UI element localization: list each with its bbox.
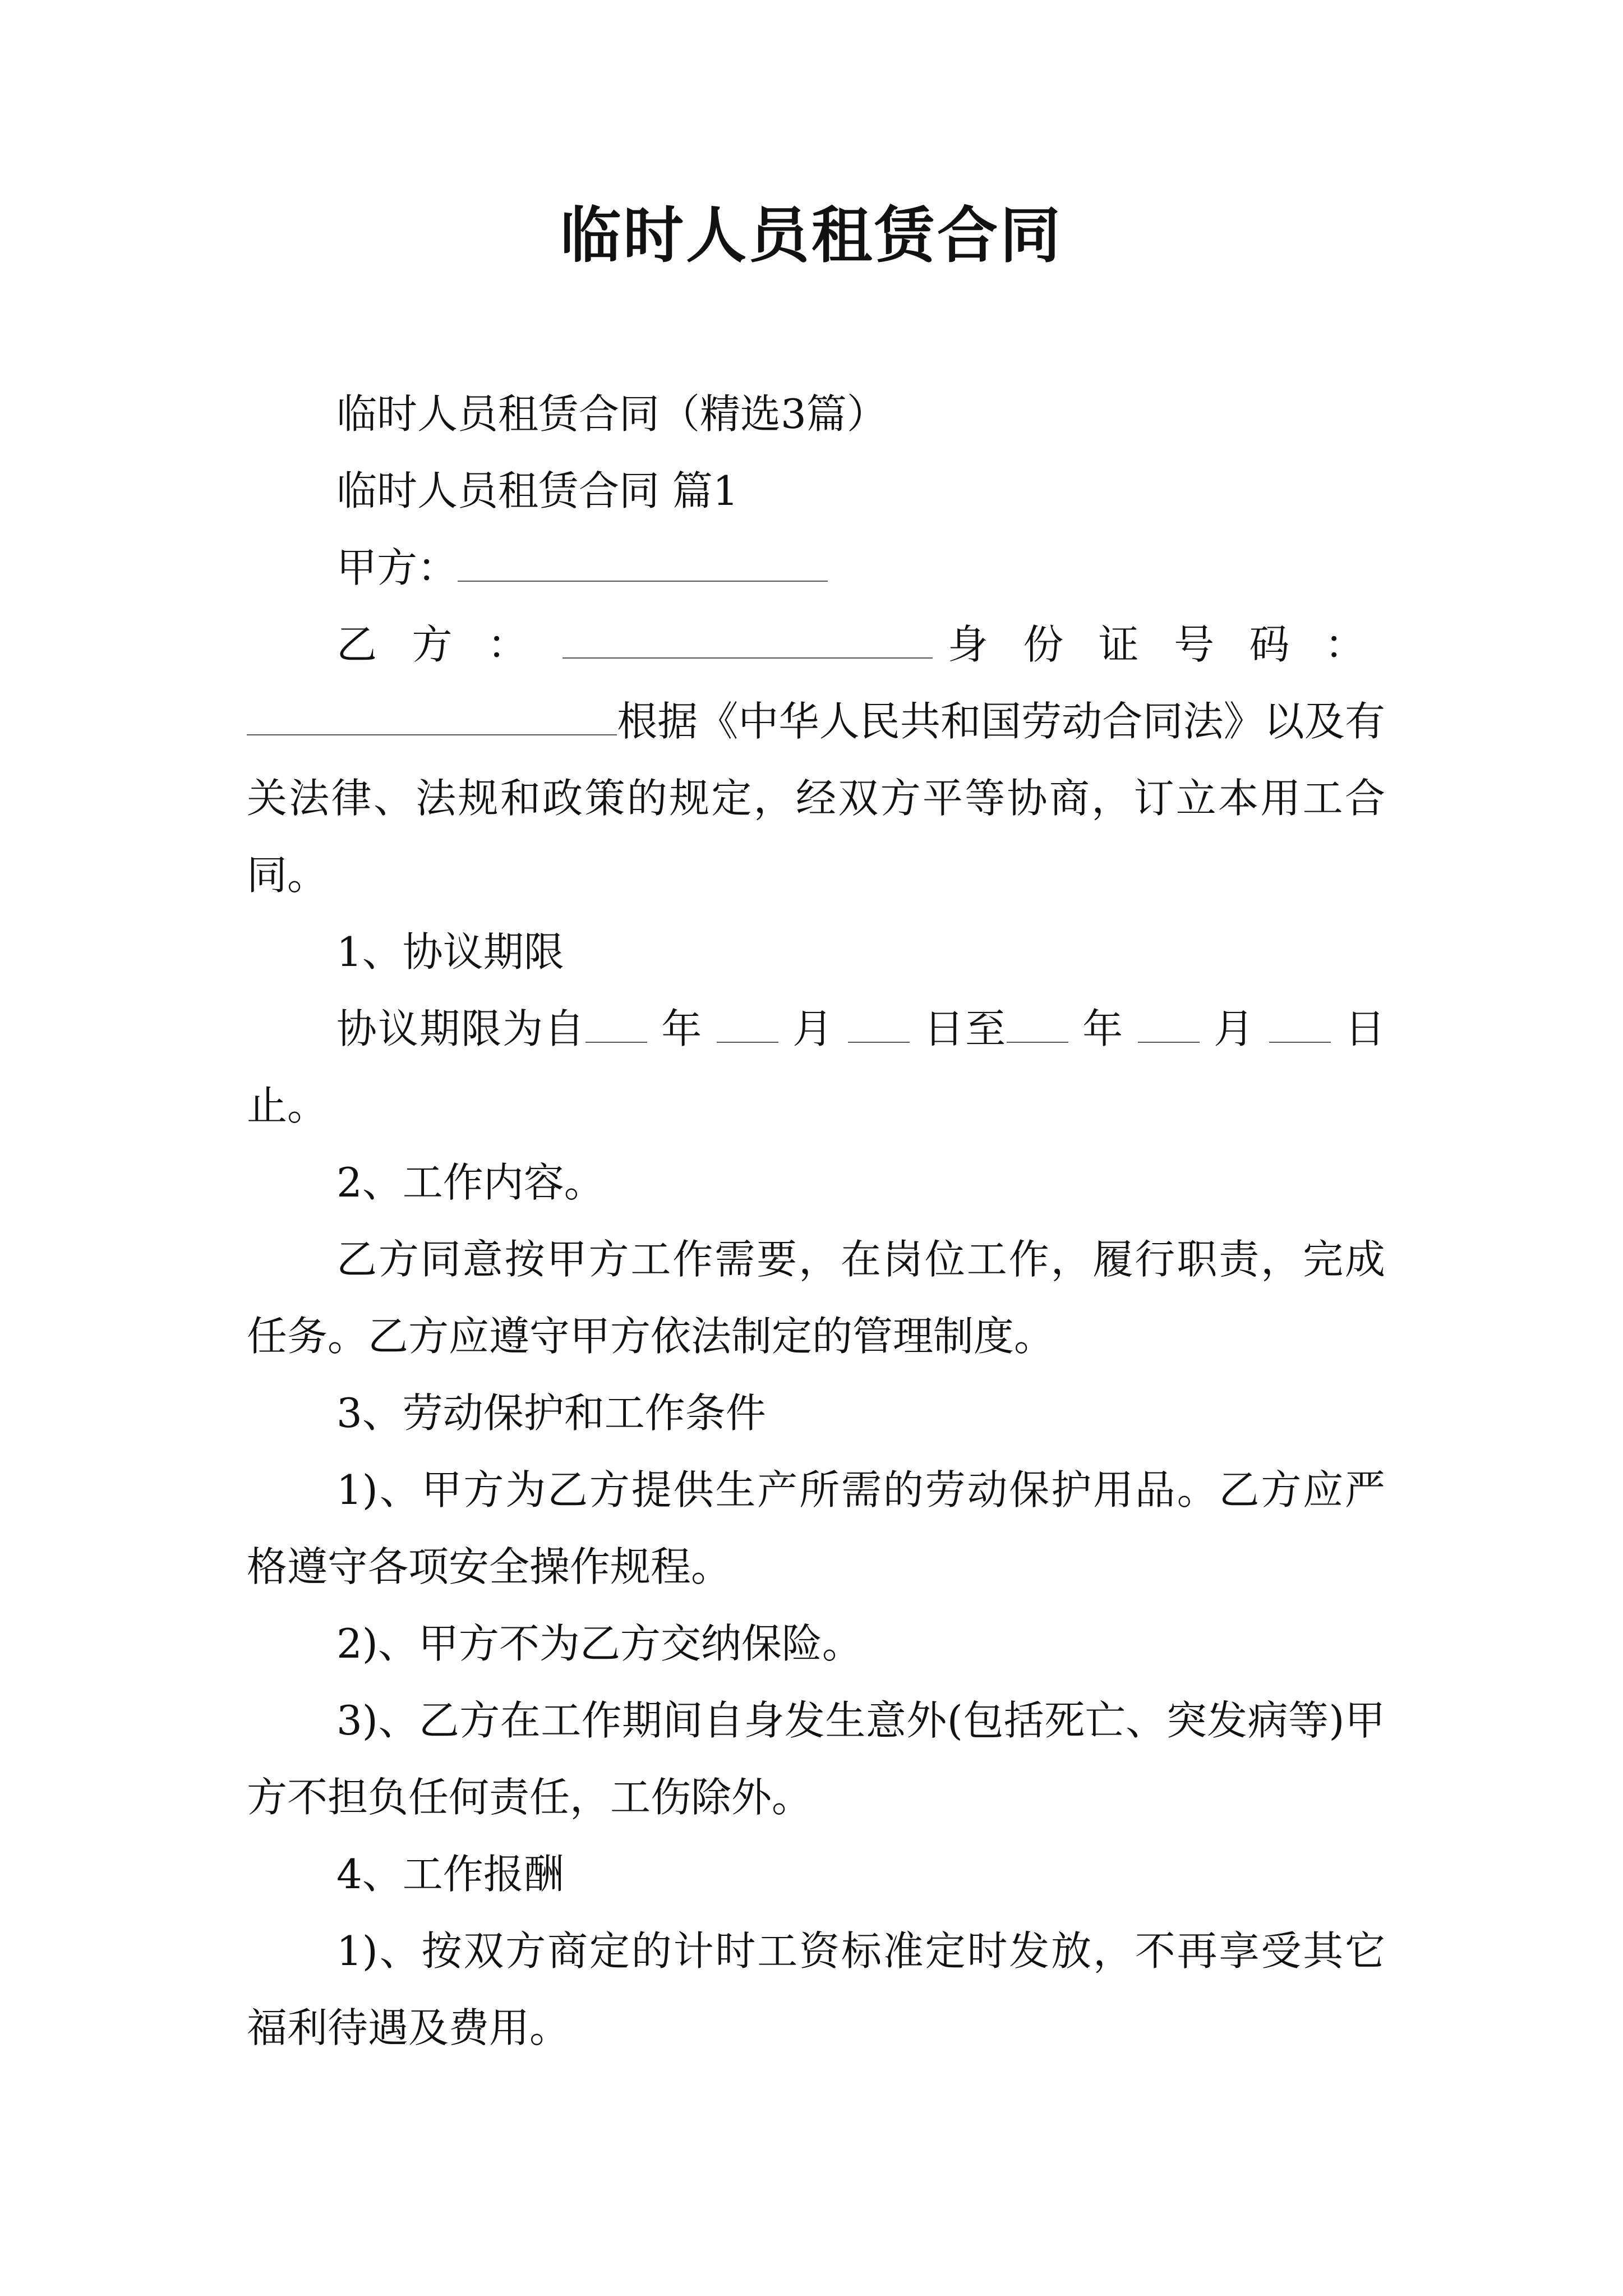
section-2-heading: 2、工作内容。 bbox=[336, 1159, 605, 1206]
part-heading: 临时人员租赁合同 篇1 bbox=[336, 467, 739, 514]
party-a-blank bbox=[458, 547, 828, 582]
unit-year: 年 bbox=[661, 1005, 703, 1052]
party-a-line bbox=[247, 530, 1385, 606]
unit-month: 月 bbox=[792, 1005, 834, 1052]
section-3-item-1: 1)、甲方为乙方提供生产所需的劳动保护用品。乙方应严格遵守各项安全操作规程。 bbox=[247, 1466, 1385, 1590]
end-day-blank bbox=[1269, 1008, 1331, 1043]
id-label: 身份证号码： bbox=[933, 621, 1385, 668]
id-number-blank bbox=[247, 701, 617, 735]
section-1-text bbox=[247, 991, 1385, 1144]
document-title: 临时人员租赁合同 bbox=[560, 200, 1063, 271]
end-year-blank bbox=[1007, 1008, 1068, 1043]
party-b-paragraph bbox=[247, 606, 1385, 914]
unit-day-to: 日至 bbox=[924, 1005, 1007, 1052]
unit-day-end: 日止。 bbox=[247, 1005, 1385, 1129]
section-3-heading: 3、劳动保护和工作条件 bbox=[336, 1389, 766, 1437]
section-3-item-3: 3)、乙方在工作期间自身发生意外(包括死亡、突发病等)甲方不担负任何责任，工伤除外。 bbox=[247, 1697, 1385, 1821]
term-prefix: 协议期限为自 bbox=[336, 1005, 586, 1052]
unit-year-2: 年 bbox=[1082, 1005, 1124, 1052]
section-4-heading: 4、工作报酬 bbox=[336, 1851, 564, 1898]
intro-text: 根据《中华人民共和国劳动合同法》以及有关法律、法规和政策的规定，经双方平等协商，订立本用工合同。 bbox=[247, 698, 1385, 899]
section-4-item-1: 1)、按双方商定的计时工资标准定时发放，不再享受其它福利待遇及费用。 bbox=[247, 1927, 1385, 2051]
section-2-text: 乙方同意按甲方工作需要，在岗位工作，履行职责，完成任务。乙方应遵守甲方依法制定的管理制度。 bbox=[247, 1236, 1385, 1360]
section-3-item-2: 2)、甲方不为乙方交纳保险。 bbox=[336, 1620, 863, 1667]
section-1-heading: 1、协议期限 bbox=[336, 928, 564, 976]
document-body bbox=[247, 376, 1385, 2067]
end-month-blank bbox=[1138, 1008, 1200, 1043]
party-a-label: 甲方： bbox=[336, 544, 458, 591]
start-day-blank bbox=[848, 1008, 910, 1043]
party-b-blank bbox=[562, 624, 933, 659]
subtitle: 临时人员租赁合同（精选3篇） bbox=[336, 390, 887, 438]
start-month-blank bbox=[717, 1008, 778, 1043]
unit-month-2: 月 bbox=[1214, 1005, 1256, 1052]
party-b-label: 乙方： bbox=[336, 621, 563, 668]
start-year-blank bbox=[585, 1008, 647, 1043]
